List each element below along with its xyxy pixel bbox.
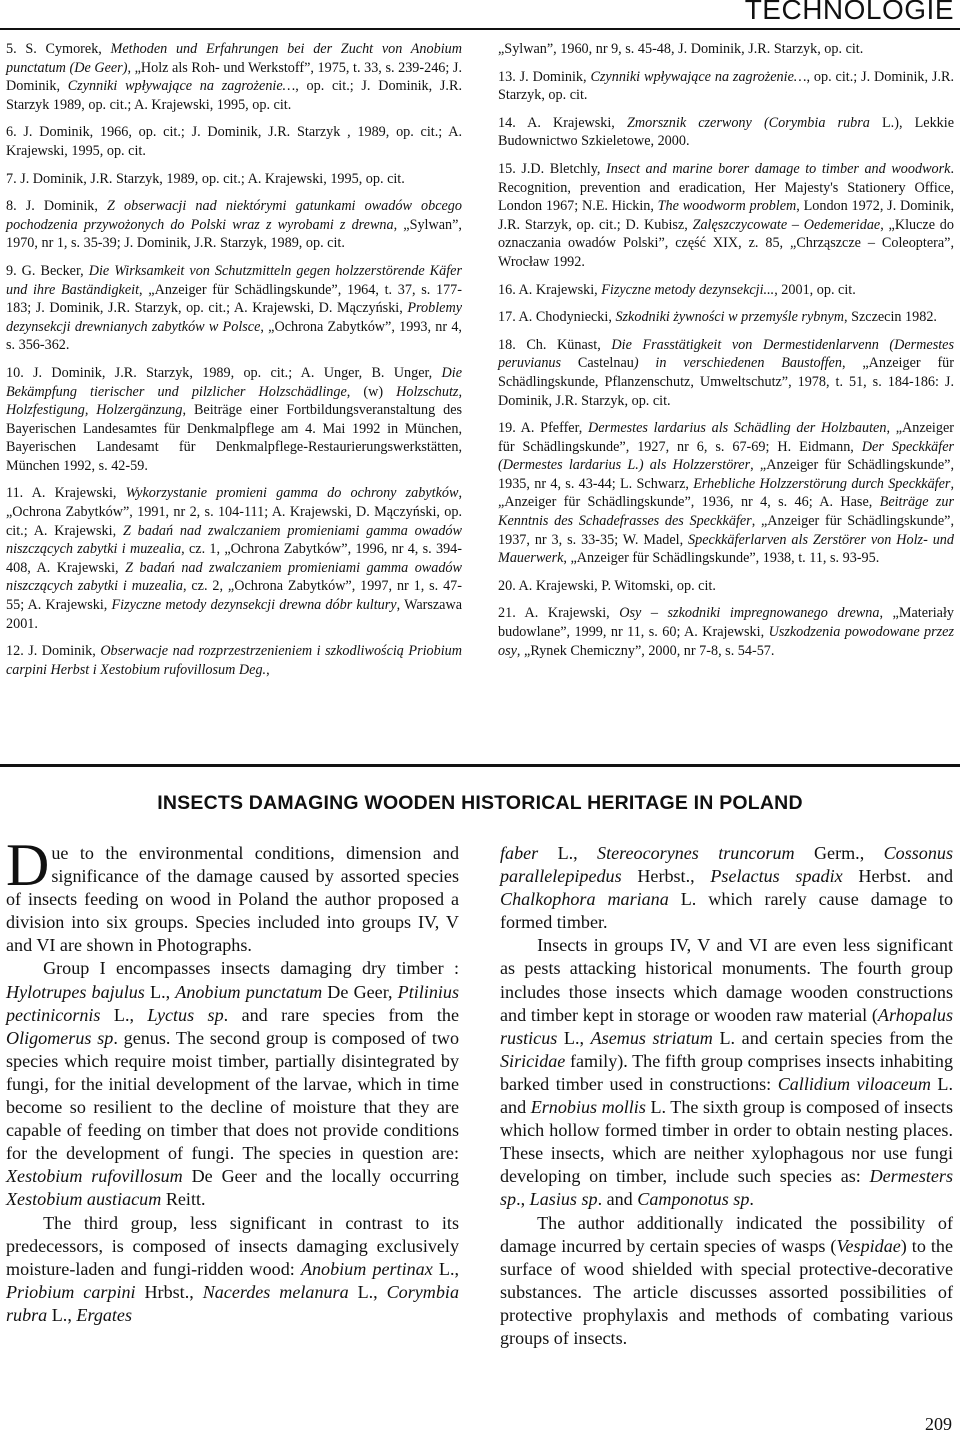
- article-body-right-column: [500, 842, 953, 1350]
- article-paragraph: Insects in groups IV, V and VI are even less significant as pests attacking historical monuments. The fourth group includes those insects which damage wooden constructions and timber kept in storage or wooden raw material (Arhopalus rusticus L., Asemus striatum L. and certain species from the Siricidae family). The fifth group comprises insects inhabiting barked timber used in constructions: Callidium viloaceum L. and Ernobius mollis L. The sixth group is composed of insects which hollow formed timber in order to obtain nesting places. These insects, which are neither xylophagous nor use fungi developing on timber, include such species as: Dermesters sp., Lasius sp. and Camponotus sp.: [500, 935, 953, 1210]
- article-title: INSECTS DAMAGING WOODEN HISTORICAL HERITAGE IN POLAND: [157, 792, 803, 814]
- reference-entry: 7. J. Dominik, J.R. Starzyk, 1989, op. cit.; A. Krajewski, 1995, op. cit.: [6, 170, 405, 187]
- reference-entry: 9. G. Becker, Die Wirksamkeit von Schutzmitteln gegen holzzerstörende Käfer und ihre Baständigkeit, „Anzeiger für Schädlingskunde”, 1964, t. 37, s. 177-183; J. Dominik, J.R. Starzyk, op. cit.; A. Krajewski, D. Mączyński, Problemy dezynsekcji drewnianych zabytków w Polsce, „Ochrona Zabytków”, 1993, nr 4, s. 356-362.: [6, 262, 462, 354]
- reference-entry: 10. J. Dominik, J.R. Starzyk, 1989, op. cit.; A. Unger, B. Unger, Die Bekämpfung tierischer und pilzlicher Holzschädlinge, (w) Holzschutz, Holzfestigung, Holzergänzung, Beiträge einer Fortbildungsveranstaltung des Bayerischen Landesamtes für Denkmalpflege am 4. Mai 1992 in München, Bayerischen Landesamt für Denkmalpflege-Restaurierungswerkstätten, München 1992, s. 42-59.: [6, 364, 463, 474]
- reference-entry: 12. J. Dominik, Obserwacje nad rozprzestrzenieniem i szkodliwością Priobium carpini Herbst i Xestobium rufovillosum Deg.,: [6, 643, 463, 678]
- article-paragraph: The third group, less significant in contrast to its predecessors, is composed of insects damaging exclusively moisture-laden and fungi-ridden wood: Anobium pertinax L., Priobium carpini Hrbst., Nacerdes melanura L., Corymbia rubra L., Ergates: [6, 1212, 460, 1325]
- header-rule: [0, 28, 960, 30]
- reference-entry: „Sylwan”, 1960, nr 9, s. 45-48, J. Dominik, J.R. Starzyk, op. cit.: [498, 41, 864, 57]
- reference-entry: 8. J. Dominik, Z obserwacji nad niektórymi gatunkami owadów obcego pochodzenia przywożonych do Polski wraz z wyrobami z drewna, „Sylwan”, 1970, nr 1, s. 35-39; J. Dominik, J.R. Starzyk, 1989, op. cit.: [6, 198, 462, 252]
- references-right-column: [498, 40, 954, 669]
- article-paragraph: Group I encompasses insects damaging dry timber : Hylotrupes bajulus L., Anobium punctatum De Geer, Ptilinius pectinicornis L., Lyctus sp. and rare species from the Oligomerus sp. genus. The second group is composed of two species which require moist timber, partially disintegrated by fungi, for the initial development of the larvae, which in time become so resilient to the decline of moisture that they are capable of feeding on timber that does not provide conditions for the development of fungi. The species in question are: Xestobium rufovillosum De Geer and the locally occurring Xestobium austiacum Reitt.: [6, 958, 460, 1210]
- references-left-column: [6, 40, 462, 688]
- article-paragraph: faber L., Stereocorynes truncorum Germ., Cossonus parallelepipedus Herbst., Pselactus spadix Herbst. and Chalkophora mariana L. which rarely cause damage to formed timber.: [500, 843, 954, 933]
- reference-entry: 14. A. Krajewski, Zmorsznik czerwony (Corymbia rubra L.), Lekkie Budownictwo Szkieletowe, 2000.: [498, 114, 954, 150]
- reference-entry: 18. Ch. Künast, Die Frasstätigkeit von Dermestidenlarvenn (Dermestes peruvianus Castelnau) in verschiedenen Baustoffen, „Anzeiger für Schädlingskunde, Pflanzenschutz, Umweltschutz”, 1978, t. 51, s. 184-186: J. Dominik, J.R. Starzyk, op. cit.: [498, 336, 954, 409]
- reference-entry: 5. S. Cymorek, Methoden und Erfahrungen bei der Zucht von Anobium punctatum (De Geer), „Holz als Roh- und Werkstoff”, 1975, t. 33, s. 239-246; J. Dominik, Czynniki wpływające na zagrożenie…, op. cit.; J. Dominik, J.R. Starzyk 1989, op. cit.; A. Krajewski, 1995, op. cit.: [6, 41, 462, 113]
- reference-entry: 15. J.D. Bletchly, Insect and marine borer damage to timber and woodwork. Recognition, prevention and eradication, Her Majesty's Stationery Office, London 1967; N.E. Hickin, The woodworm problem, London 1972, J. Dominik, J.R. Starzyk, op. cit.; D. Kubisz, Zalęszczycowate – Oedemeridae, „Klucze do oznaczania owadów Polski”, część XIX, z. 85, „Chrząszcze – Coleoptera”, Wrocław 1992.: [498, 160, 954, 270]
- article-body-left-column: [6, 832, 460, 1327]
- drop-cap: D: [6, 832, 50, 898]
- article-paragraph: The author additionally indicated the possibility of damage incurred by certain species of wasps (Vespidae) to the surface of wood shielded with special protective-decorative substances. The article discusses assorted possibilities of protective prophylaxis and methods of combating various groups of insects.: [500, 1212, 953, 1348]
- section-label: TECHNOLOGIE: [744, 0, 954, 25]
- reference-entry: 17. A. Chodyniecki, Szkodniki żywności w przemyśle rybnym, Szczecin 1982.: [498, 309, 937, 326]
- reference-entry: 21. A. Krajewski, Osy – szkodniki impregnowanego drewna, „Materiały budowlane”, 1999, nr 11, s. 60; A. Krajewski, Uszkodzenia powodowane przez osy, „Rynek Chemiczny”, 2000, nr 7-8, s. 54-57.: [498, 605, 954, 659]
- article-paragraph: [6, 832, 459, 957]
- reference-entry: 13. J. Dominik, Czynniki wpływające na zagrożenie…, op. cit.; J. Dominik, J.R. Starzyk, op. cit.: [498, 68, 955, 104]
- reference-entry: 20. A. Krajewski, P. Witomski, op. cit.: [498, 577, 716, 594]
- reference-entry: 16. A. Krajewski, Fizyczne metody dezynsekcji..., 2001, op. cit.: [498, 281, 856, 298]
- reference-entry: 11. A. Krajewski, Wykorzystanie promieni gamma do ochrony zabytków, „Ochrona Zabytków”, 1991, nr 2, s. 104-111; A. Krajewski, D. Mączyński, op. cit.; A. Krajewski, Z badań nad zwalczaniem promieniami gamma owadów niszczących zabytki i muzealia, cz. 1, „Ochrona Zabytków”, 1996, nr 4, s. 394-408, A. Krajewski, Z badań nad zwalczaniem promieniami gamma owadów niszczących zabytki i muzealia, cz. 2, „Ochrona Zabytków”, 1997, nr 1, s. 47-55; A. Krajewski, Fizyczne metody dezynsekcji drewna dóbr kultury, Warszawa 2001.: [6, 485, 463, 632]
- reference-entry: 19. A. Pfeffer, Dermestes lardarius als Schädling der Holzbauten, „Anzeiger für Schädlingskunde”, 1927, nr 6, s. 67-69; H. Eidmann, Der Speckkäfer (Dermestes lardarius L.) als Holzzerstörer, „Anzeiger für Schädlingskunde”, 1935, nr 4, s. 43-44; L. Schwarz, Erhebliche Holzzerstörung durch Speckkäfer, „Anzeiger für Schädlingskunde”, 1936, nr 4, s. 46; A. Hase, Beiträge zur Kenntnis des Schadefrasses des Speckkäfer, „Anzeiger für Schädlingskunde”, 1937, nr 3, s. 33-35; W. Madel, Speckkäferlarven als Zerstörer von Holz- und Mauerwerk, „Anzeiger für Schädlingskunde”, 1938, t. 11, s. 93-95.: [498, 420, 955, 567]
- article-paragraph-text: ue to the environmental conditions, dimension and significance of the damage caused by assorted species of insects feeding on wood in Poland the author proposed a division into six groups. Species included into groups IV, V and VI are shown in Photographs.: [6, 843, 459, 956]
- reference-entry: 6. J. Dominik, 1966, op. cit.; J. Dominik, J.R. Starzyk , 1989, op. cit.; A. Krajewski, 1995, op. cit.: [6, 124, 462, 159]
- page-number: 209: [925, 1414, 952, 1434]
- references-divider: [0, 764, 960, 767]
